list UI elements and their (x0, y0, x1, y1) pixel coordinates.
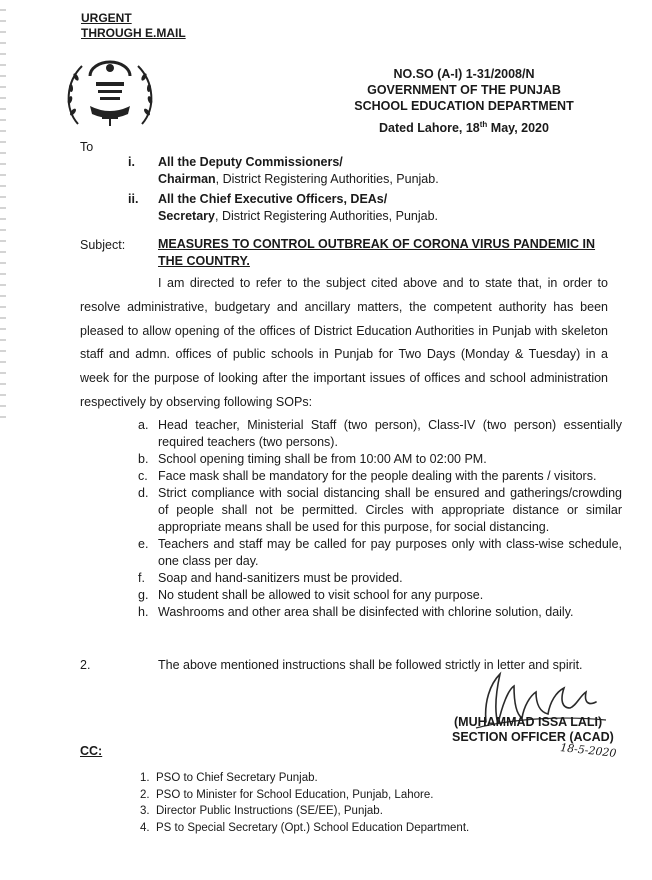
paragraph-number: 2. (80, 658, 91, 672)
letter-number: NO.SO (A-I) 1-31/2008/N (393, 67, 535, 81)
cc-label: CC: (80, 744, 103, 758)
punjab-government-emblem-icon (60, 56, 160, 132)
signatory-title: SECTION OFFICER (ACAD) (452, 730, 614, 744)
handwritten-date: 18-5-2020 (559, 741, 618, 760)
sop-item: g. No student shall be allowed to visit school for any purpose. (138, 588, 484, 602)
cc-item: 4. PS to Special Secretary (Opt.) School Education Department. (140, 822, 470, 835)
sop-list (138, 417, 622, 621)
department-name: SCHOOL EDUCATION DEPARTMENT (354, 99, 574, 113)
sop-item: h. Washrooms and other area shall be disinfected with chlorine solution, daily. (138, 605, 574, 619)
subject-label: Subject: (80, 238, 126, 252)
subject-text: MEASURES TO CONTROL OUTBREAK OF CORONA VIRUS PANDEMIC IN THE COUNTRY. (158, 237, 596, 268)
addressee-item: All the Deputy Commissioners/ Chairman, District Registering Authorities, Punjab. (158, 155, 439, 186)
cc-item: 1. PSO to Chief Secretary Punjab. (140, 772, 318, 784)
sop-item: d. Strict compliance with social distancing shall be ensured and gatherings/crowding of people shall not be permitted. Circles with appropriate distance or similar appropriate means shall be used for this purpose, for social distancing. (138, 486, 622, 534)
addressee-number: i. (128, 155, 135, 169)
signatory-name: (MUHAMMAD ISSA LALI) (454, 715, 603, 729)
closing-paragraph: The above mentioned instructions shall be followed strictly in letter and spirit. (158, 658, 583, 672)
addressee-item: All the Chief Executive Officers, DEAs/ Secretary, District Registering Authorities, Punjab. (158, 192, 439, 223)
sop-item: f. Soap and hand-sanitizers must be provided. (138, 571, 403, 585)
body-paragraph: I am directed to refer to the subject cited above and to state that, in order to resolve administrative, budgetary and ancillary matters, the competent authority has been pleased to allow opening of the offices of District Education Authorities in Punjab with skeleton staff and admn. offices of public schools in Punjab for Two Days (Monday & Tuesday) in a week for the purpose of looking after the important issues of offices and school administration respectively by observing following SOPs: (80, 276, 608, 409)
government-name: GOVERNMENT OF THE PUNJAB (367, 83, 561, 97)
to-label: To (80, 140, 94, 154)
sop-item: a. Head teacher, Ministerial Staff (two person), Class-IV (two person) essentially required teachers (two persons). (138, 418, 622, 449)
cc-item: 3. Director Public Instructions (SE/EE), Punjab. (140, 805, 383, 818)
letter-date: Dated Lahore, 18th May, 2020 (379, 120, 549, 136)
addressee-number: ii. (128, 192, 139, 206)
sop-item: e. Teachers and staff may be called for pay purposes only with class-wise schedule, one class per day. (138, 537, 622, 568)
cc-item: 2. PSO to Minister for School Education, Punjab, Lahore. (140, 788, 434, 801)
through-email-label: THROUGH E.MAIL (81, 26, 186, 40)
sop-item: b. School opening timing shall be from 10:00 AM to 02:00 PM. (138, 452, 487, 466)
urgent-label: URGENT (81, 11, 132, 25)
sop-item: c. Face mask shall be mandatory for the people dealing with the parents / visitors. (138, 469, 597, 483)
cc-list (140, 770, 469, 837)
binding-edge (0, 0, 6, 420)
